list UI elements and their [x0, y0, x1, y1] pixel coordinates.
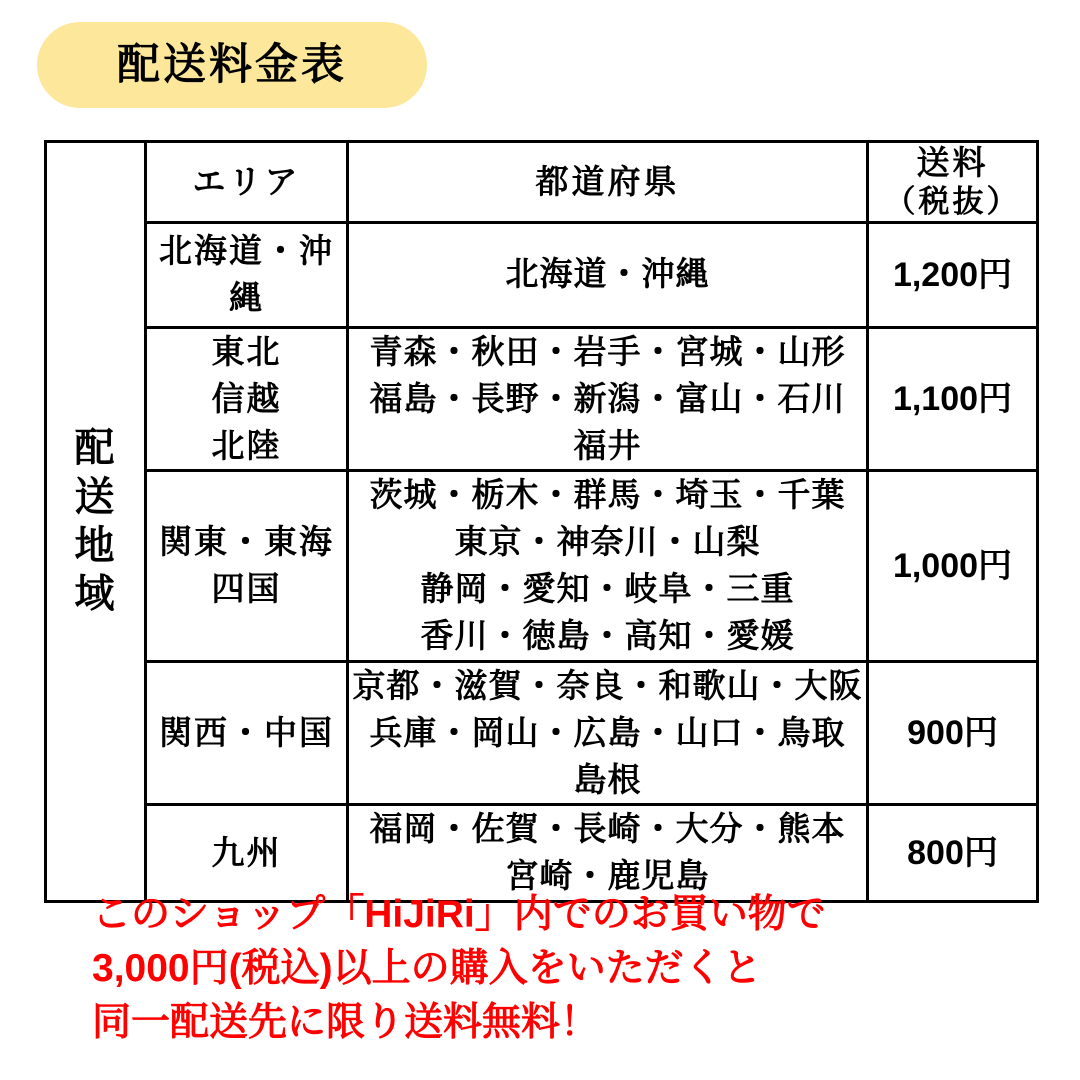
row-fee: 1,100円	[868, 327, 1038, 471]
row-area: 関西・中国	[146, 661, 348, 805]
note-line: 同一配送先に限り送料無料！	[92, 1000, 600, 1044]
note-line: このショップ「HiJiRi」内でのお買い物で	[92, 893, 826, 936]
table-header-row	[46, 142, 1038, 223]
note-line: 3,000円(税込)以上の購入をいただくと	[92, 946, 762, 990]
column-header-fee-main: 送料	[916, 144, 989, 181]
page-title: 配送料金表	[117, 40, 347, 89]
row-prefectures: 茨城・栃木・群馬・埼玉・千葉 東京・神奈川・山梨 静岡・愛知・岐阜・三重 香川・徳島・高知・愛媛	[348, 471, 868, 661]
table-row	[46, 223, 1038, 328]
table-row	[46, 471, 1038, 661]
row-fee: 1,200円	[868, 223, 1038, 328]
row-area: 九州	[146, 805, 348, 902]
column-header-fee	[868, 142, 1038, 223]
table-row	[46, 661, 1038, 805]
row-prefectures: 京都・滋賀・奈良・和歌山・大阪 兵庫・岡山・広島・山口・鳥取 島根	[348, 661, 868, 805]
table-row	[46, 327, 1038, 471]
free-shipping-note	[92, 888, 1032, 1049]
vertical-axis-label: 配 送 地 域	[46, 142, 146, 902]
column-header-prefecture: 都道府県	[348, 142, 868, 223]
row-prefectures: 北海道・沖縄	[348, 223, 868, 328]
column-header-area: エリア	[146, 142, 348, 223]
row-fee: 1,000円	[868, 471, 1038, 661]
row-prefectures: 福岡・佐賀・長崎・大分・熊本 宮崎・鹿児島	[348, 805, 868, 902]
row-prefectures: 青森・秋田・岩手・宮城・山形 福島・長野・新潟・富山・石川 福井	[348, 327, 868, 471]
row-area: 東北 信越 北陸	[146, 327, 348, 471]
row-area: 関東・東海 四国	[146, 471, 348, 661]
page-title-pill	[37, 22, 427, 108]
row-area: 北海道・沖縄	[146, 223, 348, 328]
row-fee: 900円	[868, 661, 1038, 805]
row-fee: 800円	[868, 805, 1038, 902]
column-header-fee-sub: （税抜）	[884, 184, 1021, 220]
shipping-fee-table-container	[44, 140, 1036, 903]
shipping-fee-table	[44, 140, 1039, 903]
